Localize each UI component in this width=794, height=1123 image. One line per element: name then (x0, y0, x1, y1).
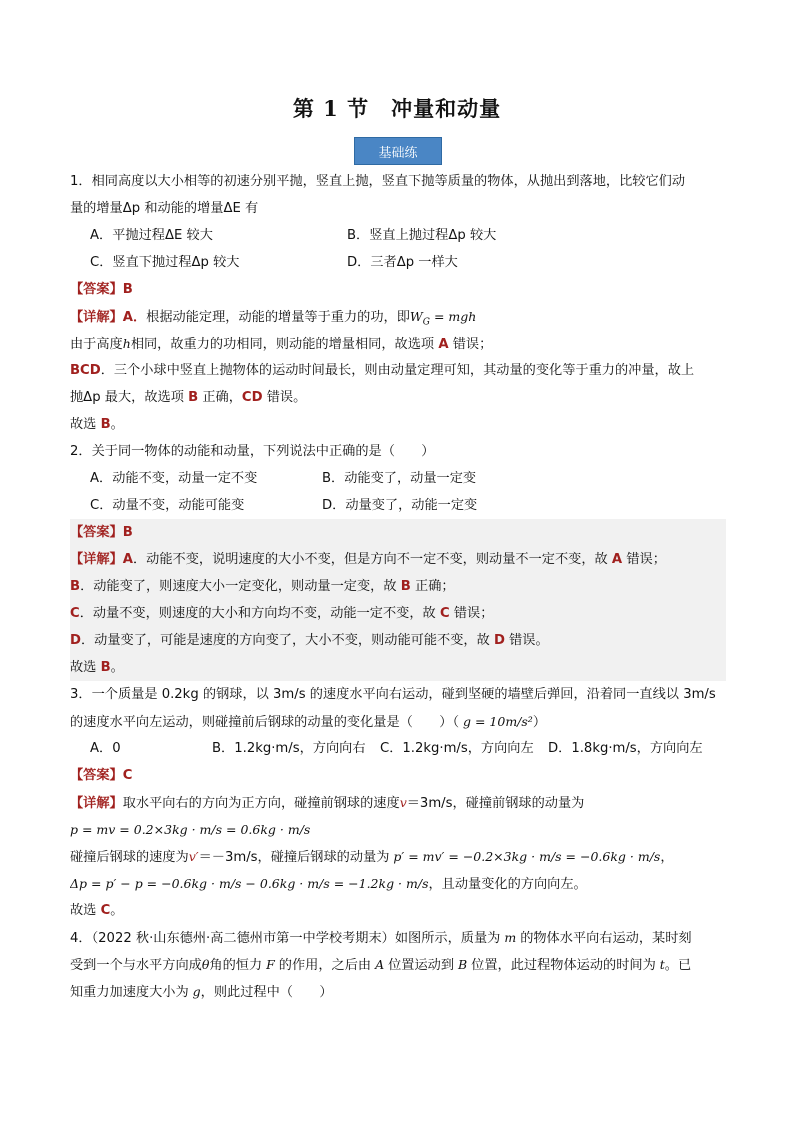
question-text: 位置，此过程物体运动的时间为 (471, 958, 656, 973)
formula: = mgh (429, 309, 477, 324)
detail-text: 故选 (70, 903, 101, 918)
detail-text: 错误； (622, 552, 666, 567)
detail-option-label: C (100, 903, 111, 918)
answer-tag: 【答案】 (70, 525, 123, 540)
detail-option-label: A (611, 552, 623, 567)
detail-option-label: C (70, 606, 80, 621)
detail-option-label: D (70, 633, 81, 648)
q1-option-a: A．平抛过程ΔE 较大 (90, 228, 213, 243)
q1-detail-line3 (70, 357, 726, 384)
detail-text: 根据动能定理，动能的增量等于重力的功，即 (146, 310, 410, 325)
detail-text: ＝3m/s，碰撞前钢球的动量为 (406, 796, 585, 811)
formula-variable: g (188, 984, 201, 999)
formula-variable: θ (201, 957, 210, 972)
answer-value: B (122, 525, 133, 540)
q1-options-row1 (70, 222, 726, 249)
detail-option-label: BCD (70, 363, 101, 378)
detail-option-label: A (122, 552, 133, 567)
q2-options-row1 (70, 465, 726, 492)
q1-stem-line1: 1．相同高度以大小相等的初速分别平抛，竖直上抛，竖直下抛等质量的物体，从抛出到落地，比较它们动 (70, 174, 686, 189)
answer-value: C (122, 768, 133, 783)
formula-variable: h (122, 336, 131, 351)
formula-variable: F (262, 957, 279, 972)
question-text: 的作用，之后由 (278, 958, 372, 973)
formula: W (409, 309, 423, 324)
detail-text: 。 (110, 660, 124, 675)
q2-detail-d (70, 627, 726, 654)
question-text: 。已 (664, 958, 692, 973)
detail-text: 错误。 (504, 633, 549, 648)
detail-option-label: A． (122, 310, 147, 325)
q3-detail-line3 (70, 843, 726, 870)
answer-tag: 【答案】 (70, 768, 123, 783)
detail-option-label: C (439, 606, 450, 621)
q2-answer (70, 519, 726, 546)
q1-options-row2 (70, 249, 726, 276)
question-text: ，则此过程中（ ） (200, 985, 333, 1000)
q3-option-d: D．1.8kg·m/s，方向向左 (548, 741, 703, 756)
formula: p′ = mv′ = −0.2×3kg · m/s = −0.6kg · m/s (389, 849, 661, 864)
question-text: 知重力加速度大小为 (70, 985, 189, 1000)
question-text: 位置运动到 (388, 958, 455, 973)
q2-option-d: D．动量变了，动能一定变 (322, 498, 478, 513)
q3-stem-line2 (70, 708, 726, 735)
detail-option-label: B (70, 579, 81, 594)
detail-text: ．三个小球中竖直上抛物体的运动时间最长，则由动量定理可知，其动量的变化等于重力的冲量，故上 (100, 363, 695, 378)
detail-text: 错误。 (262, 390, 307, 405)
detail-text: 错误； (449, 606, 494, 621)
q4-stem-line2 (70, 951, 726, 978)
answer-value: B (122, 282, 133, 297)
detail-text: 正确， (198, 390, 242, 405)
detail-tag: 【详解】 (70, 310, 123, 325)
detail-option-label: B (188, 390, 199, 405)
detail-text: 。 (110, 903, 124, 918)
question-text: 4．（2022 秋·山东德州·高二德州市第一中学校考期末）如图所示，质量为 (70, 931, 501, 946)
detail-text: ．动量不变，则速度的大小和方向均不变，动能一定不变，故 (79, 606, 440, 621)
q3-option-c: C．1.2kg·m/s，方向向左 (380, 741, 534, 756)
detail-tag: 【详解】 (70, 552, 123, 567)
q2-detail-a (70, 546, 726, 573)
q2-conclusion (70, 654, 726, 681)
formula-variable: m (500, 930, 521, 945)
q1-option-c: C．竖直下抛过程Δp 较大 (90, 255, 240, 270)
q2-detail-c (70, 600, 726, 627)
detail-text: 抛Δp 最大，故选项 (70, 390, 189, 405)
formula: g = 10m/s² (459, 714, 533, 729)
detail-text: 。 (110, 417, 124, 432)
q3-options-row (70, 735, 726, 762)
q3-detail-line1 (70, 789, 726, 816)
detail-text: 错误； (448, 337, 493, 352)
answer-tag: 【答案】 (70, 282, 123, 297)
formula-subscript: G (422, 317, 430, 328)
formula-variable: t (655, 957, 665, 972)
detail-option-label: CD (241, 390, 263, 405)
detail-text: 故选 (70, 660, 101, 675)
detail-option-label: D (493, 633, 505, 648)
q3-stem-line1: 3．一个质量是 0.2kg 的钢球，以 3m/s 的速度水平向右运动，碰到坚硬的墙壁后弹回，沿着同一直线以 3m/s (70, 687, 716, 702)
q1-detail-line1 (70, 303, 726, 330)
detail-text: 取水平向右的方向为正方向，碰撞前钢球的速度 (122, 796, 400, 811)
q3-conclusion (70, 897, 726, 924)
question-text: ） (532, 715, 547, 730)
formula: p = mv = 0.2×3kg · m/s = 0.6kg · m/s (70, 822, 311, 837)
question-text: 受到一个与水平方向成 (70, 958, 202, 973)
question-text: 的速度水平向左运动，则碰撞前后钢球的动量的变化量是（ ）（ (70, 715, 460, 730)
q1-answer (70, 276, 726, 303)
q4-stem-line1 (70, 924, 726, 951)
q3-option-a: A．0 (90, 741, 121, 756)
detail-text: ＝－3m/s，碰撞后钢球的动量为 (198, 850, 390, 865)
q3-detail-line2 (70, 816, 726, 843)
formula-variable: v′ (188, 849, 199, 864)
q2-option-c: C．动量不变，动能可能变 (90, 498, 245, 513)
page-title: 第 1 节 冲量和动量 (292, 96, 502, 121)
q2-detail-b (70, 573, 726, 600)
q3-answer (70, 762, 726, 789)
q3-option-b: B．1.2kg·m/s，方向向右 (212, 741, 366, 756)
detail-text: ， (660, 850, 674, 865)
detail-text: ．动量变了，可能是速度的方向变了，大小不变，则动能可能不变，故 (80, 633, 494, 648)
detail-text: 相同，故重力的功相同，则动能的增量相同，故选项 (130, 337, 439, 352)
detail-text: ．动能变了，则速度大小一定变化，则动量一定变，故 (80, 579, 401, 594)
q2-option-b: B．动能变了，动量一定变 (322, 471, 477, 486)
formula-variable: B (454, 957, 472, 972)
q1-detail-line2 (70, 330, 726, 357)
detail-text: 由于高度 (70, 337, 123, 352)
q1-detail-line4 (70, 384, 726, 411)
q4-stem-line3 (70, 978, 726, 1005)
q1-option-b: B．竖直上抛过程Δp 较大 (347, 228, 497, 243)
formula-variable: v (399, 795, 407, 810)
q2-options-row2 (70, 492, 726, 519)
detail-text: 故选 (70, 417, 101, 432)
detail-text: 正确； (410, 579, 455, 594)
detail-text: ．动能不变，说明速度的大小不变，但是方向不一定不变，则动量不一定不变，故 (132, 552, 612, 567)
detail-option-label: A (438, 337, 449, 352)
detail-option-label: B (100, 417, 111, 432)
document-body (70, 168, 726, 1005)
q1-conclusion (70, 411, 726, 438)
detail-text: ，且动量变化的方向向左。 (428, 877, 587, 892)
q1-option-d: D．三者Δp 一样大 (347, 255, 458, 270)
question-text: 角的恒力 (209, 958, 263, 973)
question-text: 的物体水平向右运动，某时刻 (520, 931, 692, 946)
q3-detail-line4 (70, 870, 726, 897)
q2-option-a: A．动能不变，动量一定不变 (90, 471, 258, 486)
formula-variable: A (371, 957, 389, 972)
formula: Δp = p′ − p = −0.6kg · m/s − 0.6kg · m/s = −1.2kg · m/s (70, 876, 429, 891)
detail-option-label: B (400, 579, 411, 594)
detail-text: 碰撞后钢球的速度为 (70, 850, 189, 865)
section-badge: 基础练 (354, 137, 442, 165)
q2-stem: 2．关于同一物体的动能和动量，下列说法中正确的是（ ） (70, 444, 435, 459)
q1-stem-line2: 量的增量Δp 和动能的增量ΔE 有 (70, 201, 259, 216)
detail-option-label: B (100, 660, 111, 675)
detail-tag: 【详解】 (70, 796, 123, 811)
